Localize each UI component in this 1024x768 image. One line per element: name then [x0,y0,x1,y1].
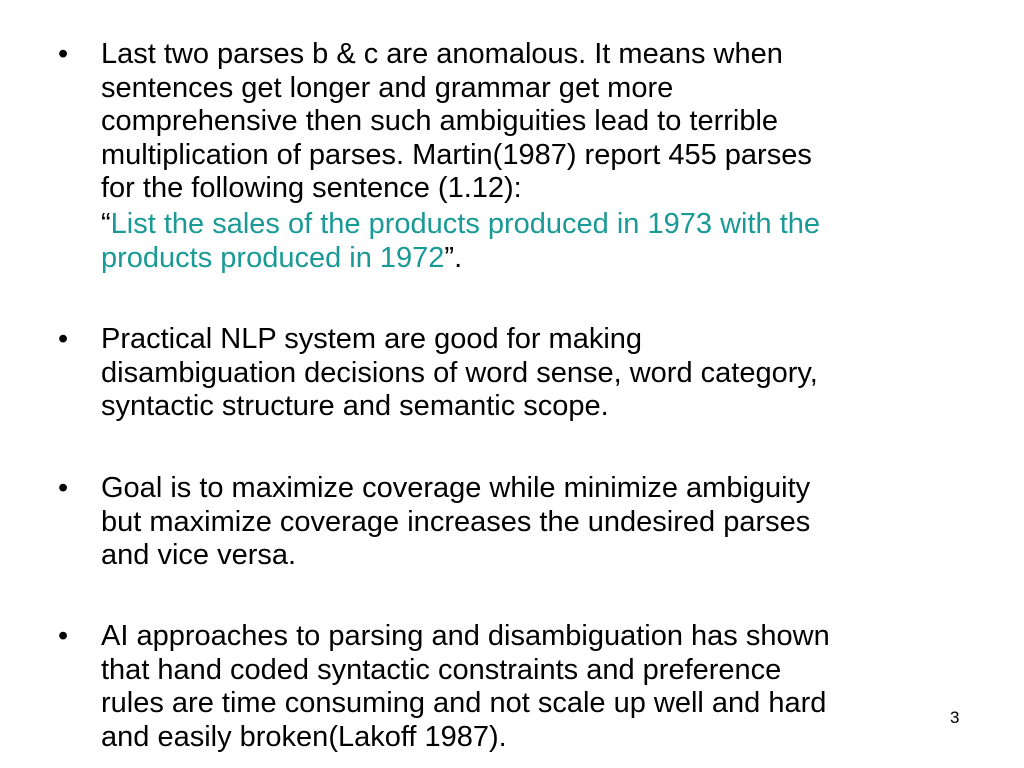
bullet-marker: • [58,472,69,504]
quote-line-2 [101,242,981,276]
close-quote-mark: ”. [444,241,463,274]
text-line: and vice versa. [101,539,297,571]
bullet-text [101,472,971,573]
text-line: AI approaches to parsing and disambiguation has shown [101,620,830,652]
text-line: multiplication of parses. Martin(1987) report 455 parses [101,138,812,171]
page-number: 3 [950,708,960,727]
text-line: syntactic structure and semantic scope. [101,390,609,422]
text-line: sentences get longer and grammar get more [101,71,674,104]
text-line: Last two parses b & c are anomalous. It means when [101,38,783,70]
text-line: Goal is to maximize coverage while minimize ambiguity [101,472,811,504]
text-line: and easily broken(Lakoff 1987). [101,720,507,753]
text-line: for the following sentence (1.12): [101,172,522,204]
bullet-text [101,323,971,424]
text-line: that hand coded syntactic constraints and preference [101,653,782,686]
bullet-text [101,620,971,754]
quote-text-1: List the sales of the products produced in 1973 with the [110,208,821,240]
bullet-marker: • [58,323,69,355]
quote-text-2: products produced in 1972 [101,241,445,274]
text-line: rules are time consuming and not scale up well and hard [101,687,827,719]
text-line: disambiguation decisions of word sense, word category, [101,356,818,389]
bullet-text [101,38,971,206]
bullet-marker: • [58,38,69,70]
example-sentence-quote [101,208,981,275]
bullet-marker: • [58,620,69,652]
text-line: comprehensive then such ambiguities lead to terrible [101,105,779,137]
text-line: but maximize coverage increases the undesired parses [101,505,811,538]
open-quote-mark: “ [101,208,111,240]
quote-line-1 [101,208,981,242]
text-line: Practical NLP system are good for making [101,323,643,355]
